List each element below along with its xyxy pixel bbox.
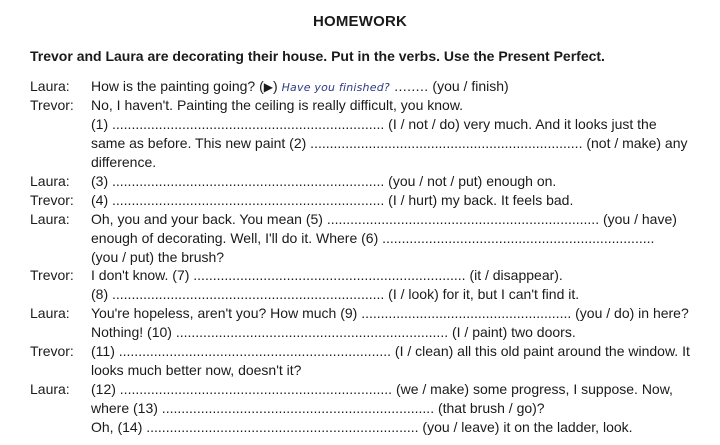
handwritten-answer: Have you finished? [281,81,390,94]
speaker-trevor-1: Trevor: [30,97,74,113]
speaker-trevor-3: Trevor: [30,267,74,283]
dialogue-line: No, I haven't. Painting the ceiling is really difficult, you know. [91,97,464,113]
line-text: How is the painting going? ( [91,78,264,94]
dialogue-line: Oh, you and your back. You mean (5) ...................................................................... (you / have) [91,211,677,227]
dialogue-line: Nothing! (10) ...................................................................... (I / paint) two doors. [91,324,576,340]
dialogue-line: same as before. This new paint (2) ...................................................................... (not / make) any [91,135,688,151]
dialogue-line-example [91,78,509,94]
answer-blank: ........ [389,78,429,94]
dialogue-line: enough of decorating. Well, I'll do it. Where (6) ...................................................................... [91,230,655,246]
speaker-laura-5: Laura: [30,381,70,397]
page-title: HOMEWORK [312,13,408,30]
dialogue-line: I don't know. (7) ...................................................................... (it / disappear). [91,267,563,283]
dialogue-line: where (13) ...................................................................... (that brush / go)? [91,400,545,416]
dialogue-line: (12) ...................................................................... (we / make) some progress, I suppose. Now, [91,381,673,397]
dialogue-line: (you / put) the brush? [91,249,225,265]
dialogue-line: difference. [91,154,157,170]
line-text: ) [273,78,282,94]
dialogue-line: (4) ...................................................................... (I / hurt) my back. It feels bad. [91,192,574,208]
dialogue-line: Oh, (14) ...................................................................... (you / leave) it on the ladder, look. [91,419,633,435]
dialogue-line: (3) ...................................................................... (you / not / put) enough on. [91,173,557,189]
speaker-laura-1: Laura: [30,78,70,94]
speaker-trevor-4: Trevor: [30,343,74,359]
dialogue-line: You're hopeless, aren't you? How much (9) ...................................................... (you / do) in here? [91,305,689,321]
speaker-laura-2: Laura: [30,173,70,189]
verb-hint: (you / finish) [428,78,509,94]
speaker-laura-3: Laura: [30,211,70,227]
dialogue-line: (11) ...................................................................... (I / clean) all this old paint around the window. It [91,343,690,359]
dialogue-line: (8) ...................................................................... (I / look) for it, but I can't find it. [91,286,580,302]
speaker-laura-4: Laura: [30,305,70,321]
instruction: Trevor and Laura are decorating their house. Put in the verbs. Use the Present Perfect. [30,48,605,64]
speaker-trevor-2: Trevor: [30,192,74,208]
dialogue-line: looks much better now, doesn't it? [91,362,302,378]
play-triangle-icon: ▶ [263,80,274,94]
dialogue-line: (1) ...................................................................... (I / not / do) very much. And it looks just the [91,116,657,132]
